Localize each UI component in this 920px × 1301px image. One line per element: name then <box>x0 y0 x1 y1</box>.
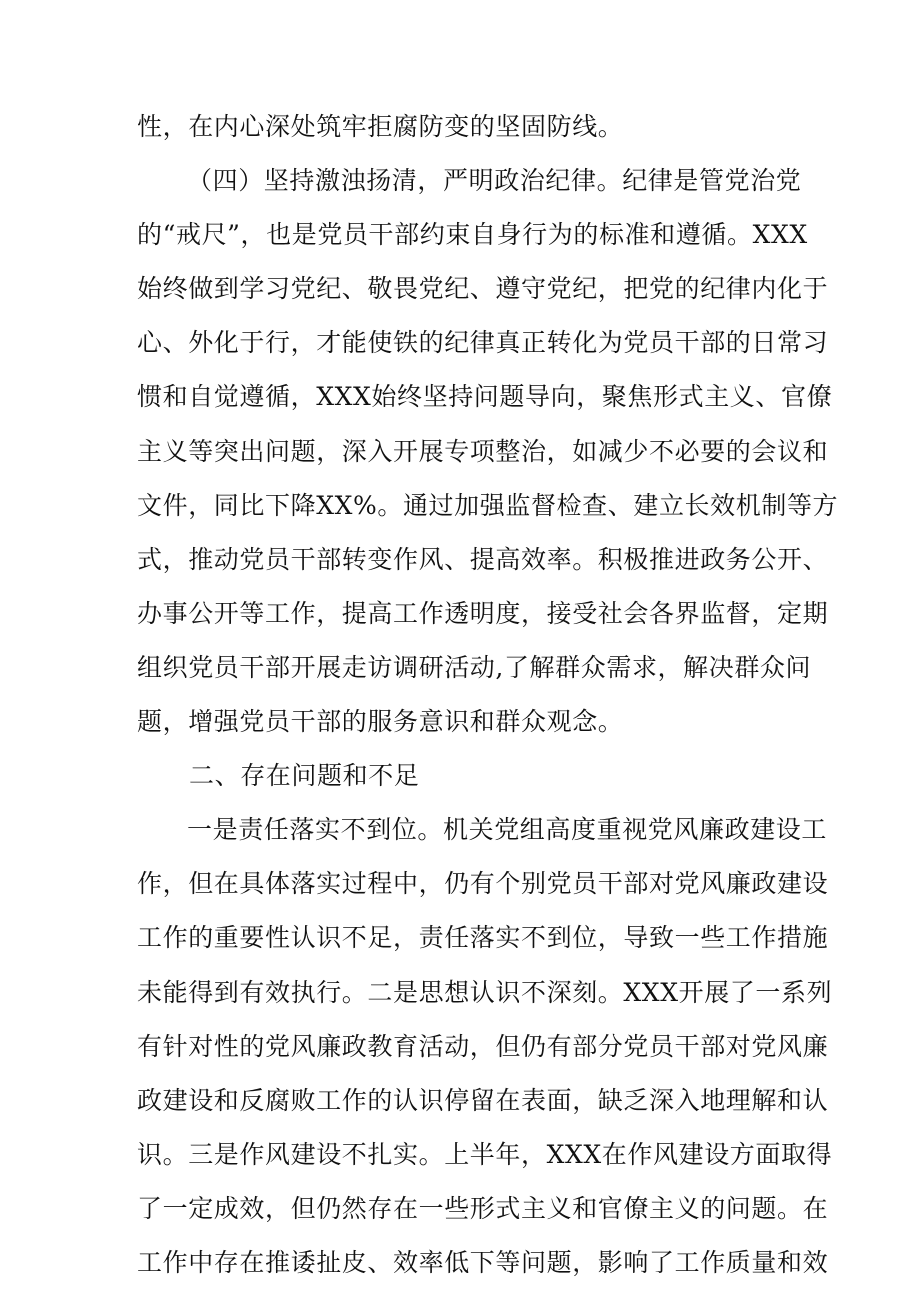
text-line: 了一定成效，但仍然存在一些形式主义和官僚主义的问题。在 <box>137 1193 829 1223</box>
text-line: 作，但在具体落实过程中，仍有个别党员干部对党风廉政建设 <box>137 869 829 899</box>
text-line: 组织党员干部开展走访调研活动,了解群众需求，解决群众问 <box>137 652 812 682</box>
text-line: 题，增强党员干部的服务意识和群众观念。 <box>137 707 624 737</box>
text-line: 识。三是作风建设不扎实。上半年，XXX在作风建设方面取得 <box>137 1139 833 1169</box>
text-line: 未能得到有效执行。二是思想认识不深刻。XXX开展了一系列 <box>137 977 833 1007</box>
text-line: 工作的重要性认识不足，责任落实不到位，导致一些工作措施 <box>137 923 829 953</box>
section-heading: 二、存在问题和不足 <box>189 761 420 791</box>
text-line: 始终做到学习党纪、敬畏党纪、遵守党纪，把党的纪律内化于 <box>137 274 829 304</box>
text-line: 主义等突出问题，深入开展专项整治，如减少不必要的会议和 <box>137 436 829 466</box>
text-line: 心、外化于行，才能使铁的纪律真正转化为党员干部的日常习 <box>137 328 829 358</box>
text-line: 有针对性的党风廉政教育活动，但仍有部分党员干部对党风廉 <box>137 1031 829 1061</box>
text-line: 政建设和反腐败工作的认识停留在表面，缺乏深入地理解和认 <box>137 1085 829 1115</box>
text-line: 文件，同比下降XX%。通过加强监督检查、建立长效机制等方 <box>137 490 839 520</box>
paragraph-line: （四）坚持激浊扬清，严明政治纪律。纪律是管党治党 <box>187 166 802 196</box>
text-line: 办事公开等工作，提高工作透明度，接受社会各界监督，定期 <box>137 598 829 628</box>
text-line: 的“戒尺”，也是党员干部约束自身行为的标准和遵循。XXX <box>137 220 808 250</box>
paragraph-line: 一是责任落实不到位。机关党组高度重视党风廉政建设工 <box>187 815 828 845</box>
text-line: 性，在内心深处筑牢拒腐防变的坚固防线。 <box>137 112 624 141</box>
text-line: 惯和自觉遵循，XXX始终坚持问题导向，聚焦形式主义、官僚 <box>137 382 833 412</box>
text-line: 工作中存在推诿扯皮、效率低下等问题，影响了工作质量和效 <box>137 1247 829 1277</box>
text-line: 式，推动党员干部转变作风、提高效率。积极推进政务公开、 <box>137 544 829 574</box>
document-body <box>137 100 839 1290</box>
